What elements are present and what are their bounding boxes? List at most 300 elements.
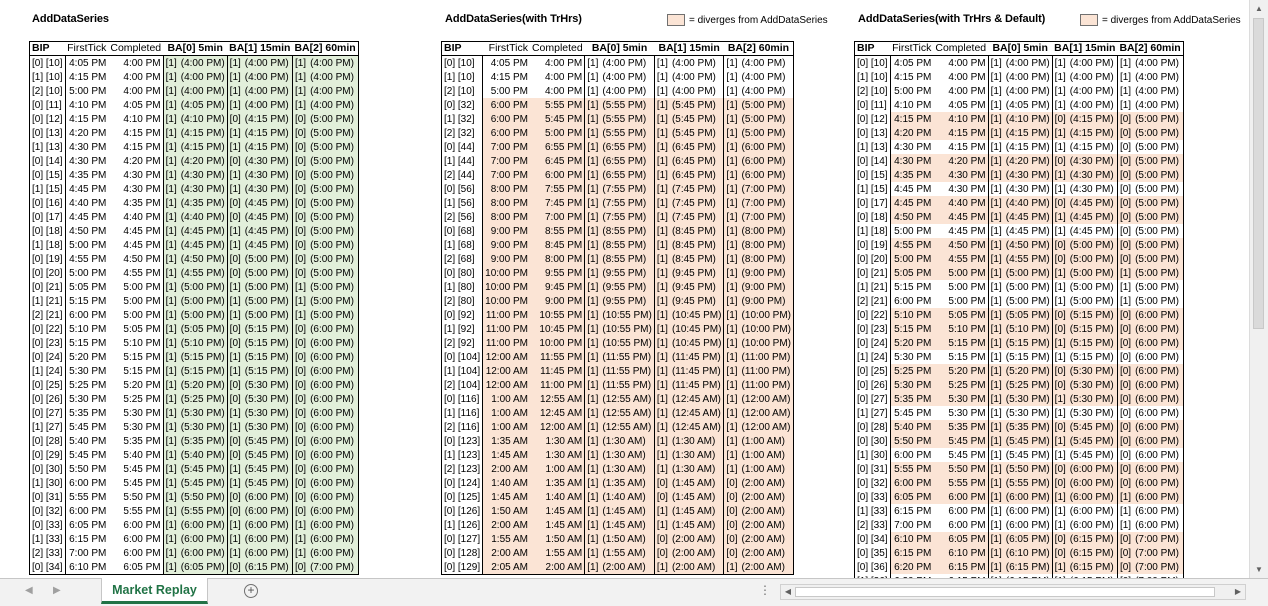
ba1-time-cell[interactable]: (6:00 PM) — [1068, 462, 1118, 476]
ba1-flag-cell[interactable]: [1] — [656, 85, 668, 97]
ba2-flag-cell[interactable]: [0] — [1117, 392, 1133, 406]
ba1-time-cell[interactable]: (4:00 PM) — [1068, 84, 1118, 98]
ba0-time-cell[interactable]: (6:00 PM) — [1004, 490, 1052, 504]
ba1-time-cell[interactable]: (6:00 PM) — [1068, 518, 1118, 532]
ba1-time-cell[interactable]: (12:45 AM) — [670, 420, 724, 434]
ba0-time-cell[interactable]: (10:55 PM) — [600, 308, 654, 322]
ba2-time-cell[interactable]: (2:00 AM) — [740, 532, 794, 546]
ba0-flag-cell[interactable]: [1] — [163, 532, 179, 546]
ba2-flag-cell[interactable]: [0] — [1119, 141, 1132, 153]
ba2-time-cell[interactable]: (11:00 PM) — [740, 378, 794, 392]
ba1-flag-cell[interactable]: [1] — [1054, 225, 1066, 237]
first-tick-cell[interactable]: 5:20 PM — [69, 351, 107, 363]
ba1-time-cell[interactable]: (6:15 PM) — [1068, 546, 1118, 560]
ba1-time-cell[interactable]: (5:15 PM) — [1068, 336, 1118, 350]
completed-cell[interactable]: 6:10 PM — [933, 546, 988, 560]
bip-cell[interactable]: [0] [33] — [855, 490, 891, 504]
ba2-time-cell[interactable]: (4:00 PM) — [1135, 57, 1179, 69]
bip-cell[interactable]: [0] [28] — [855, 420, 891, 434]
ba0-time-cell[interactable]: (5:30 PM) — [1004, 392, 1052, 406]
bip-cell[interactable]: [0] [29] — [30, 448, 66, 462]
ba2-time-cell[interactable]: (6:00 PM) — [308, 322, 358, 336]
first-tick-cell[interactable]: 5:00 PM — [69, 85, 107, 97]
ba1-flag-cell[interactable]: [0] — [654, 490, 670, 504]
ba2-time-cell[interactable]: (6:00 PM) — [740, 140, 794, 154]
ba0-flag-cell[interactable]: [1] — [988, 266, 1004, 280]
first-tick-cell[interactable]: 5:35 PM — [890, 392, 933, 406]
ba0-time-cell[interactable]: (1:40 AM) — [600, 490, 654, 504]
ba0-time-cell[interactable]: (5:45 PM) — [1004, 448, 1052, 462]
ba1-time-cell[interactable]: (6:15 PM) — [1068, 532, 1118, 546]
ba1-flag-cell[interactable]: [1] — [1052, 392, 1068, 406]
completed-cell[interactable]: 5:45 PM — [108, 462, 163, 476]
ba1-flag-cell[interactable]: [1] — [227, 406, 243, 420]
ba1-flag-cell[interactable]: [1] — [654, 294, 670, 308]
chevron-left-icon[interactable]: ◀ — [784, 587, 792, 596]
ba1-flag-cell[interactable]: [0] — [227, 196, 243, 210]
ba1-flag-cell[interactable]: [1] — [654, 112, 670, 126]
ba2-flag-cell[interactable]: [0] — [724, 476, 740, 490]
ba1-time-cell[interactable]: (5:15 PM) — [1068, 322, 1118, 336]
chevron-right-icon[interactable]: ▶ — [1234, 587, 1242, 596]
bip-cell[interactable]: [2] [33] — [855, 518, 891, 532]
ba0-flag-cell[interactable]: [1] — [585, 252, 601, 266]
ba0-time-cell[interactable]: (8:55 PM) — [600, 238, 654, 252]
ba2-flag-cell[interactable]: [1] — [292, 518, 308, 532]
completed-cell[interactable]: 4:20 PM — [108, 154, 163, 168]
ba1-flag-cell[interactable]: [1] — [654, 266, 670, 280]
ba0-time-cell[interactable]: (1:30 AM) — [600, 462, 654, 476]
ba0-flag-cell[interactable]: [1] — [988, 476, 1004, 490]
first-tick-cell[interactable]: 4:15 PM — [490, 71, 528, 83]
ba0-time-cell[interactable]: (1:35 AM) — [600, 476, 654, 490]
ba0-flag-cell[interactable]: [1] — [585, 182, 601, 196]
first-tick-cell[interactable]: 10:00 PM — [483, 280, 530, 294]
bip-cell[interactable]: [2] [21] — [30, 308, 66, 322]
ba0-time-cell[interactable]: (4:00 PM) — [1004, 70, 1052, 84]
ba2-flag-cell[interactable]: [0] — [292, 448, 308, 462]
ba2-flag-cell[interactable]: [1] — [724, 406, 740, 420]
ba0-time-cell[interactable]: (4:15 PM) — [179, 126, 227, 140]
ba0-flag-cell[interactable]: [1] — [988, 462, 1004, 476]
ba2-time-cell[interactable]: (5:00 PM) — [740, 98, 794, 112]
ba1-time-cell[interactable]: (5:45 PM) — [670, 98, 724, 112]
ba2-time-cell[interactable]: (5:00 PM) — [1135, 225, 1179, 237]
ba2-time-cell[interactable]: (5:00 PM) — [1133, 168, 1183, 182]
ba1-time-cell[interactable]: (2:00 AM) — [670, 532, 724, 546]
first-tick-cell[interactable]: 1:45 AM — [483, 490, 530, 504]
ba1-flag-cell[interactable]: [0] — [1052, 532, 1068, 546]
chevron-right-icon[interactable]: ▶ — [53, 585, 61, 596]
ba2-flag-cell[interactable]: [1] — [724, 336, 740, 350]
ba0-time-cell[interactable]: (5:15 PM) — [179, 350, 227, 364]
first-tick-cell[interactable]: 4:20 PM — [890, 126, 933, 140]
ba1-time-cell[interactable]: (4:30 PM) — [1068, 182, 1118, 196]
ba2-time-cell[interactable]: (5:00 PM) — [308, 196, 358, 210]
ba2-flag-cell[interactable]: [0] — [292, 112, 308, 126]
ba1-flag-cell[interactable]: [0] — [227, 378, 243, 392]
ba0-flag-cell[interactable]: [1] — [585, 560, 601, 575]
ba1-flag-cell[interactable]: [0] — [1052, 420, 1068, 434]
completed-cell[interactable]: 5:35 PM — [108, 434, 163, 448]
ba0-time-cell[interactable]: (4:05 PM) — [179, 98, 227, 112]
ba0-time-cell[interactable]: (10:55 PM) — [600, 336, 654, 350]
ba2-flag-cell[interactable]: [1] — [724, 392, 740, 406]
first-tick-cell[interactable]: 5:15 PM — [69, 337, 107, 349]
ba0-flag-cell[interactable]: [1] — [988, 126, 1004, 140]
ba0-time-cell[interactable]: (4:30 PM) — [179, 168, 227, 182]
ba0-time-cell[interactable]: (6:00 PM) — [1004, 518, 1052, 532]
first-tick-cell[interactable]: 5:35 PM — [69, 407, 107, 419]
ba0-flag-cell[interactable]: [1] — [163, 518, 179, 532]
ba1-time-cell[interactable]: (4:00 PM) — [243, 84, 293, 98]
completed-cell[interactable]: 5:00 PM — [108, 280, 163, 294]
ba1-flag-cell[interactable]: [0] — [227, 266, 243, 280]
bip-cell[interactable]: [2] [104] — [442, 378, 483, 392]
completed-cell[interactable]: 5:25 PM — [108, 392, 163, 406]
ba1-time-cell[interactable]: (5:45 PM) — [243, 462, 293, 476]
ba0-time-cell[interactable]: (6:15 PM) — [1004, 560, 1052, 574]
ba1-time-cell[interactable]: (5:00 PM) — [1068, 294, 1118, 308]
ba0-time-cell[interactable]: (12:55 AM) — [600, 392, 654, 406]
first-tick-cell[interactable]: 5:05 PM — [69, 281, 107, 293]
bip-cell[interactable]: [0] [30] — [30, 462, 66, 476]
first-tick-cell[interactable]: 5:00 PM — [69, 239, 107, 251]
completed-cell[interactable]: 4:55 PM — [933, 252, 988, 266]
bip-cell[interactable]: [0] [17] — [30, 210, 66, 224]
bip-cell[interactable]: [0] [18] — [855, 210, 891, 224]
first-tick-cell[interactable]: 4:45 PM — [69, 211, 107, 223]
ba1-flag-cell[interactable]: [0] — [1052, 154, 1068, 168]
ba1-flag-cell[interactable]: [1] — [654, 126, 670, 140]
ba0-flag-cell[interactable]: [1] — [163, 406, 179, 420]
ba1-flag-cell[interactable]: [1] — [654, 560, 670, 575]
bip-cell[interactable]: [1] [13] — [855, 140, 891, 154]
completed-cell[interactable]: 4:10 PM — [108, 112, 163, 126]
ba0-time-cell[interactable]: (7:55 PM) — [600, 182, 654, 196]
ba2-flag-cell[interactable]: [0] — [1117, 476, 1133, 490]
ba1-flag-cell[interactable]: [1] — [227, 84, 243, 98]
ba0-flag-cell[interactable]: [1] — [163, 266, 179, 280]
bip-cell[interactable]: [0] [22] — [30, 322, 66, 336]
ba2-time-cell[interactable]: (5:00 PM) — [308, 154, 358, 168]
ba2-flag-cell[interactable]: [0] — [292, 322, 308, 336]
completed-cell[interactable]: 11:00 PM — [530, 378, 585, 392]
ba1-flag-cell[interactable]: [1] — [227, 518, 243, 532]
first-tick-cell[interactable]: 4:15 PM — [894, 71, 932, 83]
ba2-flag-cell[interactable]: [0] — [292, 196, 308, 210]
ba2-flag-cell[interactable]: [0] — [292, 336, 308, 350]
bip-cell[interactable]: [0] [14] — [30, 154, 66, 168]
ba0-time-cell[interactable]: (4:00 PM) — [600, 84, 654, 98]
bip-cell[interactable]: [0] [124] — [442, 476, 483, 490]
first-tick-cell[interactable]: 4:10 PM — [69, 99, 107, 111]
bip-cell[interactable]: [1] [10] — [855, 70, 891, 84]
ba2-flag-cell[interactable]: [0] — [1117, 532, 1133, 546]
completed-cell[interactable]: 4:15 PM — [933, 140, 988, 154]
completed-cell[interactable]: 2:00 AM — [530, 560, 585, 575]
ba1-flag-cell[interactable]: [1] — [227, 98, 243, 112]
completed-cell[interactable]: 5:00 PM — [108, 294, 163, 308]
ba0-time-cell[interactable]: (4:40 PM) — [1004, 196, 1052, 210]
ba1-flag-cell[interactable]: [1] — [654, 224, 670, 238]
ba1-time-cell[interactable]: (9:45 PM) — [670, 280, 724, 294]
ba1-time-cell[interactable]: (4:30 PM) — [243, 168, 293, 182]
ba2-time-cell[interactable]: (6:00 PM) — [1133, 378, 1183, 392]
ba1-flag-cell[interactable]: [1] — [654, 154, 670, 168]
ba2-time-cell[interactable]: (5:00 PM) — [740, 112, 794, 126]
completed-cell[interactable]: 9:45 PM — [530, 280, 585, 294]
completed-cell[interactable]: 6:05 PM — [108, 560, 163, 575]
ba1-time-cell[interactable]: (6:00 PM) — [243, 504, 293, 518]
ba1-flag-cell[interactable]: [1] — [227, 140, 243, 154]
ba2-time-cell[interactable]: (5:00 PM) — [1133, 252, 1183, 266]
first-tick-cell[interactable]: 1:00 AM — [483, 392, 530, 406]
ba0-time-cell[interactable]: (5:00 PM) — [179, 308, 227, 322]
ba2-time-cell[interactable]: (7:00 PM) — [740, 182, 794, 196]
first-tick-cell[interactable]: 5:10 PM — [890, 308, 933, 322]
first-tick-cell[interactable]: 6:20 PM — [890, 560, 933, 574]
chevron-down-icon[interactable]: ▼ — [1255, 565, 1263, 574]
ba2-flag-cell[interactable]: [1] — [724, 378, 740, 392]
ba0-flag-cell[interactable]: [1] — [988, 112, 1004, 126]
ba2-time-cell[interactable]: (4:00 PM) — [741, 85, 786, 97]
ba0-flag-cell[interactable]: [1] — [163, 504, 179, 518]
bip-cell[interactable]: [1] [10] — [30, 70, 66, 84]
ba0-flag-cell[interactable]: [1] — [585, 266, 601, 280]
ba1-time-cell[interactable]: (5:15 PM) — [243, 364, 293, 378]
ba0-time-cell[interactable]: (4:00 PM) — [179, 56, 227, 71]
ba0-time-cell[interactable]: (6:55 PM) — [600, 140, 654, 154]
completed-cell[interactable]: 5:15 PM — [933, 350, 988, 364]
ba0-time-cell[interactable]: (5:10 PM) — [179, 336, 227, 350]
first-tick-cell[interactable]: 1:00 AM — [483, 406, 530, 420]
first-tick-cell[interactable]: 6:15 PM — [69, 533, 107, 545]
ba2-time-cell[interactable]: (6:00 PM) — [308, 364, 358, 378]
first-tick-cell[interactable]: 5:55 PM — [69, 491, 107, 503]
bip-cell[interactable]: [0] [10] — [855, 56, 891, 71]
ba0-time-cell[interactable]: (5:25 PM) — [1004, 378, 1052, 392]
ba0-time-cell[interactable]: (6:55 PM) — [600, 154, 654, 168]
ba1-time-cell[interactable]: (2:00 AM) — [670, 546, 724, 560]
bip-cell[interactable]: [0] [26] — [855, 378, 891, 392]
ba1-flag-cell[interactable]: [1] — [656, 71, 668, 83]
ba0-flag-cell[interactable]: [1] — [163, 168, 179, 182]
ba1-flag-cell[interactable]: [1] — [1054, 85, 1066, 97]
ba2-time-cell[interactable]: (5:00 PM) — [308, 224, 358, 238]
first-tick-cell[interactable]: 6:10 PM — [890, 532, 933, 546]
ba1-time-cell[interactable]: (5:00 PM) — [1068, 252, 1118, 266]
bip-cell[interactable]: [0] [12] — [855, 112, 891, 126]
ba1-time-cell[interactable]: (6:00 PM) — [243, 546, 293, 560]
ba1-time-cell[interactable]: (6:45 PM) — [670, 154, 724, 168]
bip-cell[interactable]: [0] [15] — [855, 168, 891, 182]
ba1-time-cell[interactable]: (1:45 AM) — [670, 518, 724, 532]
ba0-time-cell[interactable]: (6:00 PM) — [179, 532, 227, 546]
ba0-time-cell[interactable]: (12:55 AM) — [600, 406, 654, 420]
bip-cell[interactable]: [0] [68] — [442, 224, 483, 238]
ba1-flag-cell[interactable]: [0] — [654, 476, 670, 490]
ba2-time-cell[interactable]: (10:00 PM) — [740, 322, 794, 336]
ba2-time-cell[interactable]: (5:00 PM) — [1135, 141, 1179, 153]
ba1-time-cell[interactable]: (1:45 AM) — [670, 490, 724, 504]
first-tick-cell[interactable]: 5:00 PM — [894, 85, 932, 97]
bip-cell[interactable]: [0] [127] — [442, 532, 483, 546]
ba0-flag-cell[interactable]: [1] — [163, 350, 179, 364]
ba0-time-cell[interactable]: (9:55 PM) — [600, 280, 654, 294]
ba2-flag-cell[interactable]: [0] — [1117, 252, 1133, 266]
ba0-flag-cell[interactable]: [1] — [585, 546, 601, 560]
bip-cell[interactable]: [0] [26] — [30, 392, 66, 406]
completed-cell[interactable]: 5:15 PM — [108, 350, 163, 364]
completed-cell[interactable]: 9:55 PM — [530, 266, 585, 280]
ba2-time-cell[interactable]: (11:00 PM) — [740, 364, 794, 378]
completed-cell[interactable]: 4:40 PM — [933, 196, 988, 210]
completed-cell[interactable]: 5:30 PM — [108, 406, 163, 420]
ba0-flag-cell[interactable]: [1] — [585, 476, 601, 490]
completed-cell[interactable]: 4:30 PM — [933, 168, 988, 182]
ba1-flag-cell[interactable]: [1] — [1054, 351, 1066, 363]
completed-cell[interactable]: 9:00 PM — [530, 294, 585, 308]
first-tick-cell[interactable]: 4:30 PM — [890, 154, 933, 168]
ba0-flag-cell[interactable]: [1] — [163, 98, 179, 112]
ba2-flag-cell[interactable]: [0] — [724, 518, 740, 532]
completed-cell[interactable]: 5:55 PM — [108, 504, 163, 518]
bip-cell[interactable]: [1] [123] — [442, 448, 483, 462]
ba1-flag-cell[interactable]: [1] — [656, 57, 668, 69]
ba1-time-cell[interactable]: (6:00 PM) — [1068, 504, 1118, 518]
bip-cell[interactable]: [1] [56] — [442, 196, 483, 210]
first-tick-cell[interactable]: 1:00 AM — [483, 420, 530, 434]
first-tick-cell[interactable]: 4:45 PM — [69, 183, 107, 195]
first-tick-cell[interactable]: 7:00 PM — [894, 519, 932, 531]
ba0-flag-cell[interactable]: [1] — [163, 210, 179, 224]
ba2-flag-cell[interactable]: [1] — [724, 238, 740, 252]
ba2-flag-cell[interactable]: [1] — [1117, 490, 1133, 504]
ba1-flag-cell[interactable]: [0] — [1052, 308, 1068, 322]
completed-cell[interactable]: 5:35 PM — [933, 420, 988, 434]
ba0-time-cell[interactable]: (5:00 PM) — [1004, 280, 1052, 294]
ba0-flag-cell[interactable]: [1] — [988, 490, 1004, 504]
completed-cell[interactable]: 6:00 PM — [933, 518, 988, 532]
first-tick-cell[interactable]: 5:30 PM — [890, 378, 933, 392]
ba1-flag-cell[interactable]: [1] — [654, 350, 670, 364]
bip-cell[interactable]: [1] [10] — [442, 70, 483, 84]
ba1-flag-cell[interactable]: [1] — [1052, 210, 1068, 224]
horizontal-scrollbar[interactable] — [780, 584, 1246, 600]
ba2-time-cell[interactable]: (11:00 PM) — [740, 350, 794, 364]
ba1-time-cell[interactable]: (5:30 PM) — [1068, 364, 1118, 378]
first-tick-cell[interactable]: 6:15 PM — [890, 546, 933, 560]
ba2-time-cell[interactable]: (6:00 PM) — [1135, 351, 1179, 363]
ba0-time-cell[interactable]: (5:55 PM) — [600, 112, 654, 126]
completed-cell[interactable]: 4:45 PM — [933, 224, 988, 238]
ba2-time-cell[interactable]: (6:00 PM) — [1133, 336, 1183, 350]
ba0-flag-cell[interactable]: [1] — [988, 154, 1004, 168]
ba2-flag-cell[interactable]: [0] — [1117, 434, 1133, 448]
ba0-time-cell[interactable]: (4:00 PM) — [179, 84, 227, 98]
ba2-time-cell[interactable]: (4:00 PM) — [308, 70, 358, 84]
ba0-flag-cell[interactable]: [1] — [163, 196, 179, 210]
bip-cell[interactable]: [0] [24] — [855, 336, 891, 350]
bip-cell[interactable]: [0] [25] — [30, 378, 66, 392]
ba1-time-cell[interactable]: (4:45 PM) — [243, 196, 293, 210]
ba1-flag-cell[interactable]: [1] — [654, 322, 670, 336]
ba2-time-cell[interactable]: (6:00 PM) — [308, 518, 358, 532]
bip-cell[interactable]: [0] [11] — [855, 98, 891, 112]
completed-cell[interactable]: 5:50 PM — [108, 490, 163, 504]
ba2-time-cell[interactable]: (9:00 PM) — [740, 280, 794, 294]
bip-cell[interactable]: [1] [30] — [855, 448, 891, 462]
ba1-time-cell[interactable]: (4:00 PM) — [243, 98, 293, 112]
ba2-flag-cell[interactable]: [0] — [1117, 210, 1133, 224]
completed-cell[interactable]: 1:55 AM — [530, 546, 585, 560]
first-tick-cell[interactable]: 8:00 PM — [483, 210, 530, 224]
ba2-flag-cell[interactable]: [1] — [724, 126, 740, 140]
ba1-flag-cell[interactable]: [1] — [654, 434, 670, 448]
ba2-flag-cell[interactable]: [1] — [724, 196, 740, 210]
ba1-flag-cell[interactable]: [1] — [654, 504, 670, 518]
ba0-flag-cell[interactable]: [1] — [585, 154, 601, 168]
ba1-time-cell[interactable]: (4:15 PM) — [243, 112, 293, 126]
ba0-flag-cell[interactable]: [1] — [988, 434, 1004, 448]
completed-cell[interactable]: 5:15 PM — [108, 364, 163, 378]
ba0-flag-cell[interactable]: [1] — [163, 56, 179, 71]
ba0-flag-cell[interactable]: [1] — [988, 392, 1004, 406]
ba0-time-cell[interactable]: (5:35 PM) — [179, 434, 227, 448]
bip-cell[interactable]: [2] [32] — [442, 126, 483, 140]
ba0-time-cell[interactable]: (4:15 PM) — [1004, 126, 1052, 140]
bip-cell[interactable]: [0] [34] — [855, 532, 891, 546]
bip-cell[interactable]: [0] [27] — [855, 392, 891, 406]
ba2-time-cell[interactable]: (4:00 PM) — [1135, 71, 1179, 83]
ba0-time-cell[interactable]: (9:55 PM) — [600, 266, 654, 280]
completed-cell[interactable]: 4:15 PM — [933, 126, 988, 140]
ba1-flag-cell[interactable]: [0] — [1052, 364, 1068, 378]
completed-cell[interactable]: 5:00 PM — [530, 126, 585, 140]
ba1-flag-cell[interactable]: [1] — [654, 98, 670, 112]
first-tick-cell[interactable]: 6:15 PM — [894, 505, 932, 517]
ba0-flag-cell[interactable]: [1] — [988, 196, 1004, 210]
ba1-flag-cell[interactable]: [1] — [227, 462, 243, 476]
ba2-flag-cell[interactable]: [0] — [292, 462, 308, 476]
ba0-flag-cell[interactable]: [1] — [585, 294, 601, 308]
ba2-time-cell[interactable]: (5:00 PM) — [1133, 112, 1183, 126]
completed-cell[interactable]: 4:50 PM — [933, 238, 988, 252]
ba0-flag-cell[interactable]: [1] — [988, 532, 1004, 546]
ba1-time-cell[interactable]: (5:45 PM) — [243, 448, 293, 462]
completed-cell[interactable]: 4:45 PM — [108, 224, 163, 238]
first-tick-cell[interactable]: 4:05 PM — [894, 57, 932, 69]
ba0-flag-cell[interactable]: [1] — [163, 378, 179, 392]
first-tick-cell[interactable]: 10:00 PM — [483, 266, 530, 280]
ba2-time-cell[interactable]: (6:00 PM) — [1133, 392, 1183, 406]
bip-cell[interactable]: [2] [80] — [442, 294, 483, 308]
bip-cell[interactable]: [2] [10] — [855, 84, 891, 98]
bip-cell[interactable]: [2] [10] — [30, 84, 66, 98]
ba2-time-cell[interactable]: (4:00 PM) — [308, 84, 358, 98]
ba1-time-cell[interactable]: (5:00 PM) — [1068, 238, 1118, 252]
ba1-flag-cell[interactable]: [1] — [227, 364, 243, 378]
ba2-time-cell[interactable]: (1:00 AM) — [740, 462, 794, 476]
ba1-flag-cell[interactable]: [1] — [1054, 141, 1066, 153]
ba1-flag-cell[interactable]: [1] — [654, 406, 670, 420]
ba0-time-cell[interactable]: (4:20 PM) — [179, 154, 227, 168]
ba1-time-cell[interactable]: (6:00 PM) — [243, 532, 293, 546]
completed-cell[interactable]: 6:05 PM — [933, 532, 988, 546]
bip-cell[interactable]: [0] [12] — [30, 112, 66, 126]
bip-cell[interactable]: [1] [27] — [30, 420, 66, 434]
